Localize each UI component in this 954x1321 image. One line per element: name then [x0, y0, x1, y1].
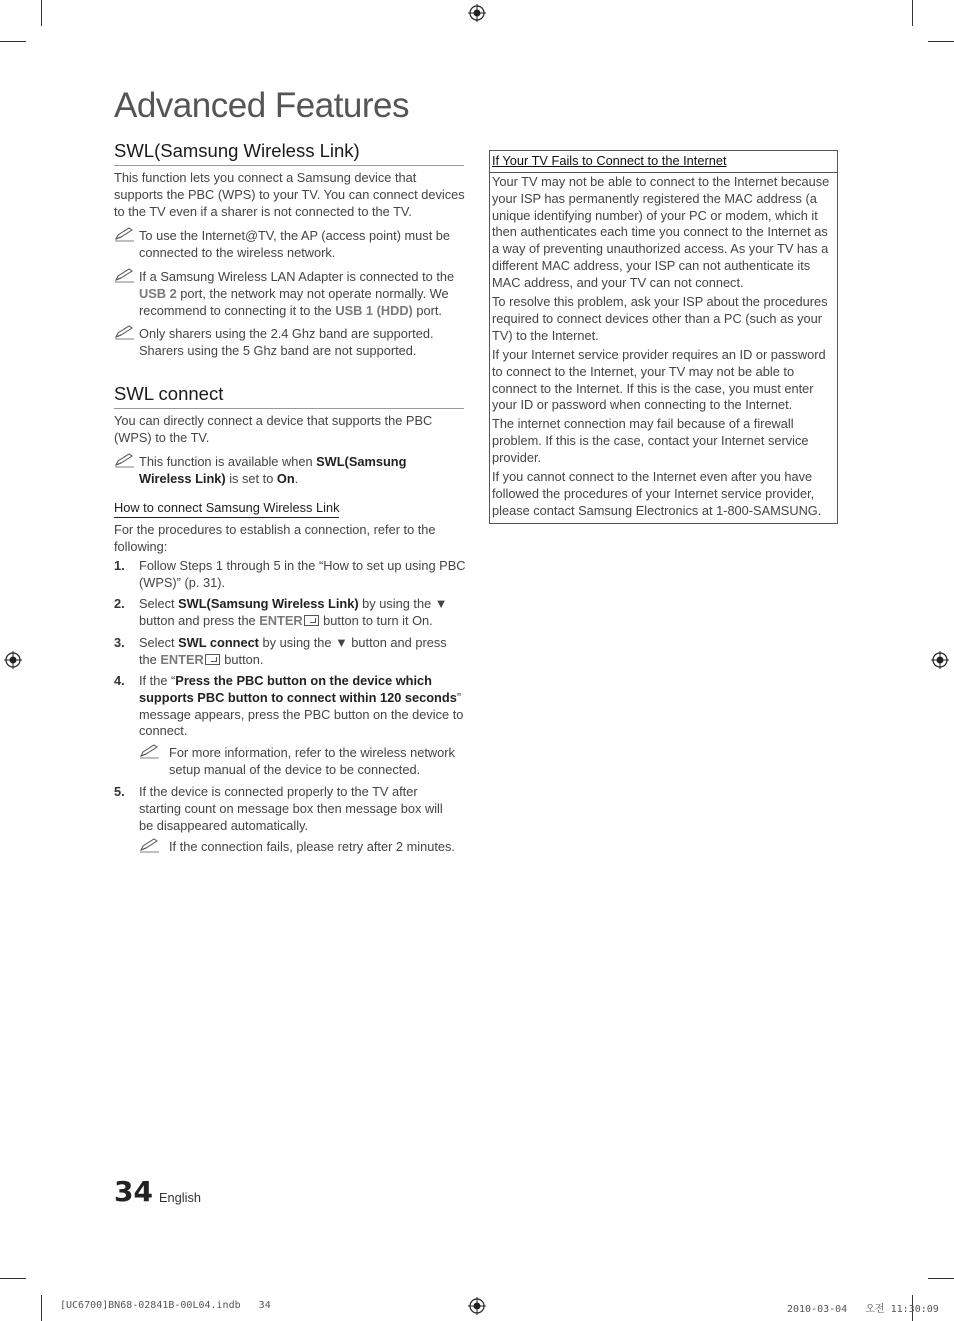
swl-intro: This function lets you connect a Samsung device that supports the PBC (WPS) to your TV. You can connect devices to the TV even if a sharer is not connected to the TV. — [114, 170, 465, 219]
page-language: English — [159, 1190, 201, 1205]
footer-file-info: [UC6700]BN68-02841B-00L04.indb 34 — [60, 1300, 271, 1311]
note-text: Only sharers using the 2.4 Ghz band are supported. Sharers using the 5 Ghz band are not supported. — [139, 326, 434, 358]
crop-mark — [41, 0, 42, 26]
connect-note — [114, 454, 466, 488]
note-text: For more information, refer to the wireless network setup manual of the device to be connected. — [169, 745, 455, 777]
box-paragraph: The internet connection may fail because of a firewall problem. If this is the case, contact your Internet service provider. — [492, 416, 809, 465]
step-text — [139, 596, 466, 630]
crop-mark — [928, 1278, 954, 1279]
procedure-intro: For the procedures to establish a connection, refer to the following: — [114, 522, 436, 554]
note-text: To use the Internet@TV, the AP (access point) must be connected to the wireless network. — [139, 228, 451, 260]
step-text-part: If the “ — [139, 673, 176, 688]
page-title: Advanced Features — [114, 86, 410, 125]
box-header — [490, 151, 837, 173]
enter-key-icon — [304, 615, 319, 626]
pencil-note-icon — [114, 267, 136, 283]
enter-key-label: ENTER — [160, 651, 204, 667]
crop-mark — [0, 1278, 26, 1279]
registration-mark-icon — [468, 4, 486, 22]
step-number: 1. — [114, 558, 125, 573]
step-4-note — [139, 745, 466, 779]
note-text-part: port, the network may not operate normally. We recommend to connecting it to the — [139, 285, 449, 318]
step-text-part: ” message appears, press the PBC button on the device to connect. — [139, 689, 464, 739]
box-title: If Your TV Fails to Connect to the Internet — [492, 153, 727, 168]
crop-mark — [912, 0, 913, 26]
connect-intro: You can directly connect a device that supports the PBC (WPS) to the TV. — [114, 413, 433, 445]
box-paragraph: If your Internet service provider requires an ID or password to connect to the Internet, your TV may not be able to connect to the Internet. If this is the case, you must enter your ID or password when connecting to the Internet. — [492, 347, 826, 413]
port-label-usb1: USB 1 (HDD) — [335, 302, 413, 318]
step-number: 3. — [114, 635, 125, 650]
note-text — [139, 269, 466, 319]
note-text-part: port. — [412, 302, 442, 318]
troubleshooting-box — [489, 150, 838, 524]
registration-mark-icon — [468, 1297, 486, 1315]
step-3 — [114, 635, 466, 669]
note-text-part: is set to — [225, 470, 277, 486]
note-text-part: This function is available when — [139, 454, 317, 469]
step-5 — [114, 784, 466, 856]
box-paragraph: Your TV may not be able to connect to the Internet because your ISP has permanently registered the MAC address (a unique identifying number) of your PC or modem, which it then authenticates each time you connect to the Internet as a way of preventing unauthorized access. As your TV has a different MAC address, your ISP can not authenticate its MAC address, and your TV can not connect. — [492, 174, 830, 290]
page-number: 34 — [114, 1175, 153, 1208]
registration-mark-icon — [4, 651, 22, 669]
step-text — [139, 673, 466, 740]
step-text-part: button. — [220, 651, 264, 667]
port-label-usb2: USB 2 — [139, 285, 177, 301]
enter-key-label: ENTER — [259, 612, 303, 628]
setting-value-on: On — [276, 470, 295, 486]
note-text-part: If a Samsung Wireless LAN Adapter is connected to the — [139, 269, 455, 284]
enter-key-icon — [205, 654, 220, 665]
pencil-note-icon — [114, 226, 136, 242]
step-2 — [114, 596, 466, 630]
menu-option-swl-connect: SWL connect — [178, 635, 259, 650]
step-text — [139, 635, 466, 669]
step-number: 5. — [114, 784, 125, 799]
step-text: Follow Steps 1 through 5 in the “How to set up using PBC (WPS)” (p. 31). — [139, 558, 466, 590]
on-screen-message: Press the PBC button on the device which supports PBC button to connect within 120 seconds — [139, 673, 457, 705]
step-5-note — [139, 839, 474, 856]
step-text-part: by using the ▼ button and press the — [139, 635, 447, 667]
crop-mark — [928, 41, 954, 42]
step-4 — [114, 673, 466, 778]
step-number: 2. — [114, 596, 125, 611]
swl-note-1 — [114, 228, 466, 262]
footer-timestamp: 2010-03-04 오전 11:30:09 — [787, 1304, 939, 1315]
registration-mark-icon — [931, 651, 949, 669]
swl-note-3 — [114, 326, 466, 360]
step-text-part: Select — [139, 596, 179, 611]
pencil-note-icon — [139, 837, 161, 853]
note-text-part: . — [294, 470, 299, 486]
step-text: If the device is connected properly to the TV after starting count on message box then message box will be disappeared automatically. — [139, 784, 443, 833]
step-text-part: Select — [139, 635, 179, 650]
menu-option-swl: SWL(Samsung Wireless Link) — [178, 596, 359, 611]
crop-mark — [41, 1295, 42, 1321]
pencil-note-icon — [114, 452, 136, 468]
crop-mark — [0, 41, 26, 42]
box-paragraph: To resolve this problem, ask your ISP about the procedures required to connect devices other than a PC (such as your TV) to the Internet. — [492, 294, 828, 343]
pencil-note-icon — [114, 324, 136, 340]
step-text-part: button to turn it On. — [319, 612, 433, 628]
step-number: 4. — [114, 673, 125, 688]
note-text — [139, 454, 436, 488]
swl-note-2 — [114, 269, 466, 321]
section-heading-swl-connect: SWL connect — [114, 383, 464, 409]
section-heading-swl: SWL(Samsung Wireless Link) — [114, 140, 464, 166]
pencil-note-icon — [139, 743, 161, 759]
subheading-how-to-connect: How to connect Samsung Wireless Link — [114, 500, 339, 518]
note-text: If the connection fails, please retry after 2 minutes. — [169, 839, 455, 854]
step-text-part: by using the ▼ button and press the — [139, 596, 448, 628]
menu-option-swl: SWL(Samsung Wireless Link) — [139, 454, 407, 486]
box-paragraph: If you cannot connect to the Internet even after you have followed the procedures of your Internet service provider, please contact Samsung Electronics at 1-800-SAMSUNG. — [492, 469, 822, 518]
step-1 — [114, 558, 466, 592]
